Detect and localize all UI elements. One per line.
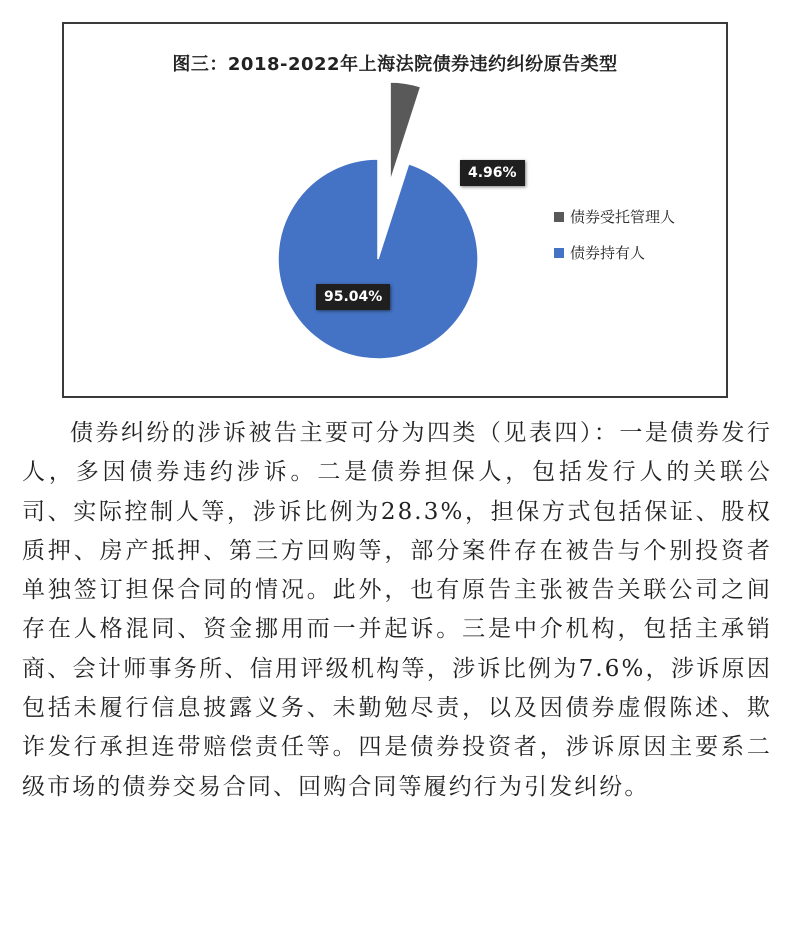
legend-swatch-trustee [554,212,564,222]
chart-frame [62,22,728,398]
data-label-holder: 95.04% [316,284,390,310]
pie-slice-1 [278,159,478,359]
legend-item-holder [554,242,645,263]
data-label-trustee: 4.96% [460,160,525,186]
article-paragraph: 债券纠纷的涉诉被告主要可分为四类（见表四）：一是债券发行人，多因债券违约涉诉。二是债券担保人，包括发行人的关联公司、实际控制人等，涉诉比例为28.3%，担保方式包括保证、股权质押、房产抵押、第三方回购等，部分案件存在被告与个别投资者单独签订担保合同的情况。此外，也有原告主张被告关联公司之间存在人格混同、资金挪用而一并起诉。三是中介机构，包括主承销商、会计师事务所、信用评级机构等，涉诉比例为7.6%，涉诉原因包括未履行信息披露义务、未勤勉尽责，以及因债券虚假陈述、欺诈发行承担连带赔偿责任等。四是债券投资者，涉诉原因主要系二级市场的债券交易合同、回购合同等履约行为引发纠纷。 [22,420,772,800]
legend-swatch-holder [554,248,564,258]
legend-label-holder: 债券持有人 [570,244,646,262]
legend-item-trustee [554,206,675,227]
chart-title: 图三：2018-2022年上海法院债券违约纠纷原告类型 [172,54,618,75]
legend-label-trustee: 债券受托管理人 [570,208,676,226]
